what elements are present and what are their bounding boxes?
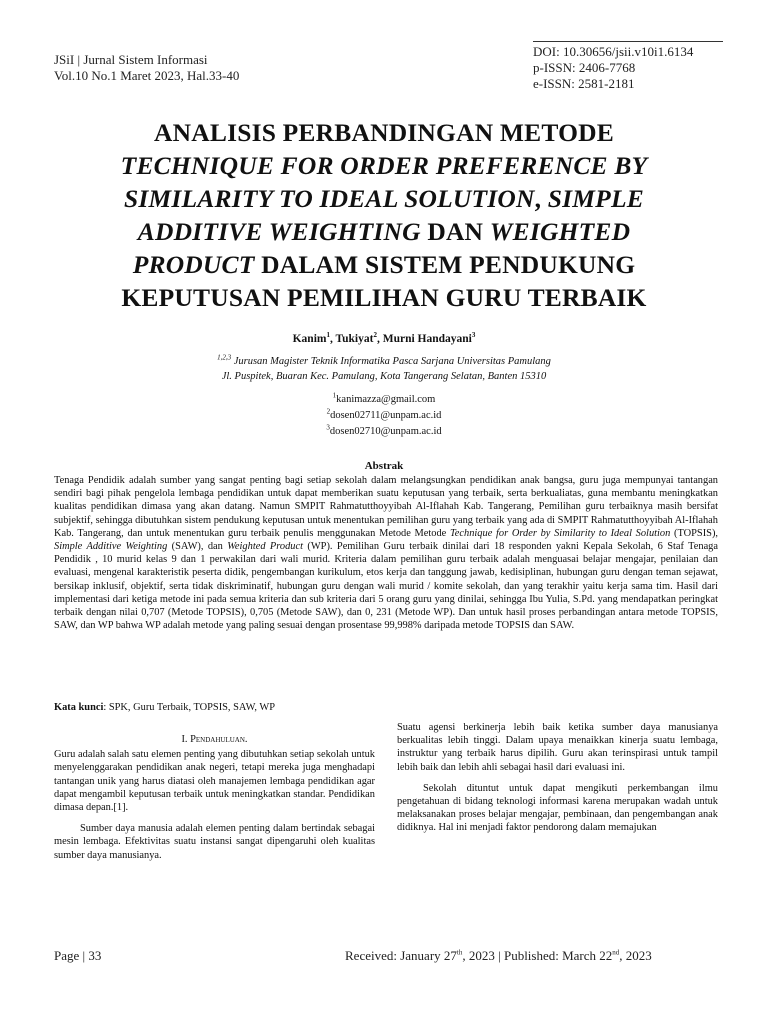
paragraph: Sumber daya manusia adalah elemen penting dalam bertindak sebagai mesin lembaga. Efektivitas suatu instansi sangat dipengaruhi oleh kualitas sumber daya manusianya. xyxy=(54,823,375,861)
affiliation xyxy=(0,354,768,384)
abstract-text: (TOPSIS), xyxy=(670,527,719,539)
keywords-text: : SPK, Guru Terbaik, TOPSIS, SAW, WP xyxy=(103,702,276,713)
abstract-heading: Abstrak xyxy=(364,460,404,472)
email-sup: 3 xyxy=(326,423,330,432)
title-line-5 xyxy=(40,248,728,281)
abstract-italic: Technique for Order by Similarity to Ideal Solution xyxy=(449,527,671,539)
abstract-italic: Simple Additive Weighting xyxy=(54,541,168,553)
title-line-1: ANALISIS PERBANDINGAN METODE xyxy=(154,118,614,147)
affiliation-line-2: Jl. Puspitek, Buaran Kec. Pamulang, Kota Tangerang Selatan, Banten 15310 xyxy=(221,371,547,382)
paragraph: Suatu agensi berkinerja lebih baik ketika sumber daya manusianya berkualitas lebih tinggi. Dalam upaya menaikkan kinerja suatu lembaga, instruktur yang terbaik harus dipilih. Guru akan terinspirasi untuk tampil lebih baik dan lebih ahli sebagai hasil dari evaluasi ini. xyxy=(397,722,718,773)
paper-title xyxy=(40,116,728,314)
abstract-body xyxy=(54,474,718,632)
title-fragment: DALAM SISTEM PENDUKUNG xyxy=(254,250,636,279)
right-column xyxy=(397,721,718,835)
title-line-4 xyxy=(40,215,728,248)
email-sup: 2 xyxy=(326,407,331,416)
email-3 xyxy=(0,424,768,440)
affiliation-text: Jurusan Magister Teknik Informatika Pasca Sarjana Universitas Pamulang xyxy=(231,356,551,367)
title-fragment: ADDITIVE WEIGHTING xyxy=(137,217,421,246)
email-text: dosen02711@unpam.ac.id xyxy=(330,410,442,421)
abstract-text: (WP). Pemilihan Guru terbaik dinilai dari 18 responden yakni Kepala Sekolah, 6 Staf Tenaga Pendidik , 10 murid kelas 9 dan 1 perwakilan dari wali murid. Kriteria dalam pemilihan guru terbaik adalah menguasai belajar mengajar, penilaian dan evaluasi, mengenal karakteristik peserta didik, pengembangan kurikulum, etos kerja dan tanggung jawab, kedisiplinan, hubungan guru dengan teman sejawat, bersikap inklusif, objektif, serta tidak diskriminatif, hubungan guru dengan wali murid / komite sekolah, dan yang terakhir yaitu kerja sama tim. Hasil dari implementasi dari ketiga metode ini pada semua kriteria dan sub kriteria dari 5 orang guru yang dinilai, sehingga Ibu Yulia, S.Pd. yang mendapatkan peringkat terbaik dengan nilai 0,707 (Metode TOPSIS), 0,705 (Metode SAW), dan 0, 231 (Metode WP). Dan untuk hasil proses perbandingan antara metode TOPSIS, SAW, dan WP bahwa WP adalah metode yang paling sesuai dengan prosentase 99,998% daripada metode TOPSIS dan SAW. xyxy=(54,541,718,632)
eissn-text: e-ISSN: 2581-2181 xyxy=(533,76,635,91)
journal-name: JSiI | Jurnal Sistem Informasi xyxy=(54,52,208,67)
title-line-6: KEPUTUSAN PEMILIHAN GURU TERBAIK xyxy=(121,283,647,312)
title-fragment: SIMPLE xyxy=(547,184,644,213)
left-column xyxy=(54,727,375,862)
section-title: Pendahuluan xyxy=(190,734,245,745)
date-text: , 2023 | Published: March 22 xyxy=(462,948,613,963)
section-heading xyxy=(54,733,375,746)
email-1 xyxy=(0,392,768,408)
email-2 xyxy=(0,408,768,424)
date-sup: nd xyxy=(612,948,620,957)
email-list xyxy=(0,392,768,440)
title-fragment: PRODUCT xyxy=(132,250,255,279)
title-fragment: DAN xyxy=(420,217,490,246)
title-fragment: SIMILARITY TO IDEAL SOLUTION xyxy=(124,184,535,213)
author-sup: 2 xyxy=(373,331,377,340)
page-number: Page | 33 xyxy=(54,948,102,963)
publication-dates xyxy=(345,948,652,964)
date-text: Received: January 27 xyxy=(345,948,457,963)
doi-text: DOI: 10.30656/jsii.v10i1.6134 xyxy=(533,44,694,59)
section-number: I. xyxy=(181,734,191,745)
affiliation-sup: 1,2,3 xyxy=(217,353,232,362)
title-line-2: TECHNIQUE FOR ORDER PREFERENCE BY xyxy=(120,151,648,180)
author-list xyxy=(0,333,768,345)
email-sup: 1 xyxy=(332,391,337,400)
email-text: kanimazza@gmail.com xyxy=(336,394,436,405)
abstract-text: Tenaga Pendidik adalah sumber yang sangat penting bagi setiap sekolah dalam melangsungkan pendidikan anak bangsa, guru juga mempunyai tantangan sendiri bagi pihak pengelola lembaga pendidikan untuk dapat memberikan suatu keputusan yang terbaik, serta berkualiatas, guna membantu meningkatkan kualitas pendidikan dimasa yang akan datang. Namun SMPIT Rahmatutthoyyibah Al-Iflahah Kab. Tangerang, Pemilihan guru terbaiknya masih bersifat subjektif, sehingga dibutuhkan sistem pendukung keputusan untuk menentukan pemilihan guru yang terbaik yang ada di SMPIT Rahmatutthoyyibah Al-Iflahah Kab. Tangerang, dan untuk menentukan guru terbaik penulis menggunakan Metode Metode xyxy=(54,475,718,539)
author-name: Kanim xyxy=(292,333,327,345)
pissn-text: p-ISSN: 2406-7768 xyxy=(533,60,636,75)
author-name: , Tukiyat xyxy=(329,333,374,345)
header-divider xyxy=(533,41,723,42)
keywords xyxy=(54,702,718,713)
journal-volume: Vol.10 No.1 Maret 2023, Hal.33-40 xyxy=(54,68,240,83)
keywords-label: Kata kunci xyxy=(54,702,104,713)
abstract-text: (SAW), dan xyxy=(167,541,228,553)
author-name: , Murni Handayani xyxy=(376,333,472,345)
author-sup: 3 xyxy=(471,331,476,340)
identifier-block xyxy=(533,44,693,92)
author-sup: 1 xyxy=(326,331,330,340)
section-punct: . xyxy=(244,734,248,745)
paragraph: Guru adalah salah satu elemen penting yang dibutuhkan setiap sekolah untuk menyelenggarakan pendidikan anak negeri, tetapi mereka juga menghadapi tantangan unik yang harus diatasi oleh manajemen lembaga pendidikan agar dapat mengambil keputusan terbaik untuk meningkatkan standar. Pendidikan dimasa depan.[1]. xyxy=(54,749,375,814)
date-text: , 2023 xyxy=(619,948,652,963)
journal-header xyxy=(54,52,239,84)
title-fragment: WEIGHTED xyxy=(489,217,631,246)
title-line-3 xyxy=(40,182,728,215)
affiliation-line-1 xyxy=(0,354,768,369)
paragraph: Sekolah dituntut untuk dapat mengikuti perkembangan ilmu pengetahuan di bidang teknologi informasi karena merupakan wadah untuk melaksanakan proses belajar mengajar, pembinaan, dan pengembangan anak didiknya. Hal ini menjadi faktor pendorong dalam memajukan xyxy=(397,782,718,834)
title-fragment: , xyxy=(534,184,548,213)
email-text: dosen02710@unpam.ac.id xyxy=(329,426,442,437)
abstract-italic: Weighted Product xyxy=(227,541,304,553)
date-sup: th xyxy=(456,948,463,957)
